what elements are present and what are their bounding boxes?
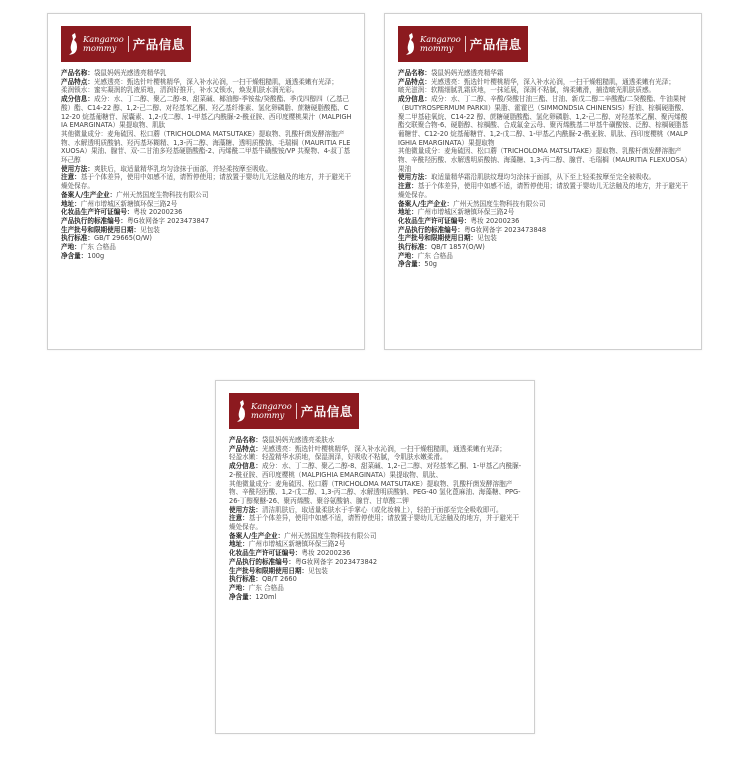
info-value: 啵光滋润：软糯细腻乳霜质地，一抹延展，深润不粘腻，绵柔嫩滑，捕造啵光肌肤质感。 [398,86,656,95]
info-row [229,436,522,445]
info-row [61,173,352,190]
info-label: 产品名称： [229,436,262,444]
info-value: GB/T 29665(O/W) [93,234,152,243]
info-value: 广州天然国度生物科技有限公司 [453,199,546,208]
info-label: 备案人/生产企业： [398,199,454,208]
info-value: 广东 合格品 [80,243,116,252]
info-label: 产品特点： [229,444,262,453]
info-row [61,200,352,209]
info-label: 成分信息： [398,95,431,104]
info-row [229,558,522,567]
info-label: 产品执行的标准编号： [229,557,295,566]
info-label: 执行标准： [61,234,94,243]
info-label: 注意： [229,514,249,523]
info-row [398,208,689,217]
info-label: 净含量： [398,260,425,269]
product-info-header [229,393,359,429]
info-value: 其他微量成分：麦角硫因、松口蘑（TRICHOLOMA MATSUTAKE）提取物、乳酸杆菌发酵溶胞产物、水解透明质酸钠、羟丙基环糊精、1,3-丙二醇、海藻糖、透明质酸钠、毛瑞榈（MAURITIA FLEXUOSA）果油、腺苷、双-二甘油多羟基硬脂酸酯-2、丙烯酰二甲基牛磺酸铵/VP 共聚物、4-叔丁基环己醇 [61,129,351,165]
info-label: 生产批号和限期使用日期： [229,566,309,575]
info-label: 产地： [229,583,249,592]
product-info-body [229,436,522,601]
info-row [61,243,352,252]
info-row [229,514,522,531]
info-value: 120ml [255,592,277,601]
info-row [229,575,522,584]
info-value: 柔润锁水：蜜实凝润的乳液质地，清润好推开，补水又锁水，焕发肌肤水润光彩。 [61,86,299,95]
info-row [398,234,689,243]
info-value: 见包装 [477,234,497,243]
info-value: 粤G妆网备字 2023473847 [126,216,210,225]
brand-logo-text: Kangaroo mommy [420,34,461,53]
info-value: 粤妆 20200236 [470,216,520,225]
info-row [61,191,352,200]
info-row [398,69,689,78]
info-label: 净含量： [229,592,256,601]
info-row [398,200,689,209]
info-label: 产品特点： [398,77,431,86]
info-value: 50g [424,260,437,269]
header-divider [465,36,466,52]
info-label: 产品名称： [398,69,431,77]
product-info-body [398,69,689,269]
info-value: 清洁肌肤后，取适量柔肤水于手掌心（或化妆棉上），轻拍于面部至完全吸收即可。 [261,505,503,514]
info-row [229,480,522,506]
info-value: 广东 合格品 [417,251,453,260]
info-value: 见包装 [140,225,160,234]
info-value: 轻盈水嫩：轻盈精华水质地，保湿润泽，好吸收不粘腻，令肌肤水嫩柔滑。 [229,453,447,462]
info-value: 粤G妆网备字 2023473848 [463,225,547,234]
info-value: 光感透亮：甄选针叶樱桃精华，深入补水沁润，一扫干燥粗糙肌，通透柔嫩有光泽； [430,77,675,86]
info-label: 地址： [229,540,249,549]
info-row [229,540,522,549]
info-label: 产地： [398,251,418,260]
info-row [61,217,352,226]
info-label: 产品名称： [61,69,94,77]
info-label: 成分信息： [61,95,94,104]
section-title: 产品信息 [469,37,522,52]
info-value: 爽肤后，取适量精华乳均匀涂抹于面部，并轻柔按摩至吸收。 [93,164,272,173]
info-row [398,147,689,173]
brand-logo-text: Kangaroo mommy [83,34,124,53]
info-value: 广州市增城区新塘镇环保三路2号 [417,208,515,217]
info-row [61,130,352,165]
info-row [229,567,522,576]
header-divider [128,36,129,52]
info-row [229,593,522,602]
info-value: 粤G妆网备字 2023473842 [294,557,378,566]
info-value: 取适量精华霜沿肌肤纹理均匀涂抹于面部，从下至上轻柔按摩至完全被吸收。 [430,173,656,182]
info-label: 使用方法： [398,173,431,182]
info-value: 基于个体差异，使用中如感不适，请暂停使用；请放置于婴幼儿无法触及的地方，并于避光干燥处保存。 [61,173,352,191]
info-label: 净含量： [61,251,88,260]
info-value: 其他微量成分：麦角硫因、松口蘑（TRICHOLOMA MATSUTAKE）提取物、乳酸杆菌发酵溶胞产物、辛酰羟肟酸、1,2-戊二醇、1,3-丙二醇、水解透明质酸钠、PEG-40 氢化蓖麻油、海藻糖、PPG-26-丁醇聚醚-26、聚丙烯酸、聚谷氨酸钠、腺苷、甘草酸二钾 [229,479,521,505]
info-row [61,86,352,95]
info-row [61,95,352,130]
info-label: 执行标准： [229,575,262,584]
info-value: 广州天然国度生物科技有限公司 [116,190,209,199]
info-value: 广州市增城区新塘镇环保三路2号 [80,199,178,208]
info-value: 袋鼠妈妈光感透亮柔肤水 [261,436,335,444]
info-label: 使用方法： [61,164,94,173]
kangaroo-icon [233,397,249,425]
product-info-header [398,26,528,62]
info-label: 地址： [398,208,418,217]
info-label: 生产批号和限期使用日期： [61,225,141,234]
info-value: 成分：水、丁二醇、聚乙二醇-8、甜菜碱、1,2-己二醇、对羟基苯乙酮、1-甲基乙内酰脲-2-酰亚胺、西印度樱桃（MALPIGHIA EMARGINATA）果提取物、肌肽、 [229,462,522,479]
info-label: 化妆品生产许可证编号： [398,216,471,225]
info-value: 粤妆 20200236 [301,549,351,558]
info-value: 成分：水、丁二醇、辛酸/癸酸甘油三酯、甘油、新戊二醇二辛酸酯/二癸酸酯、牛油果树（BUTYROSPERMUM PARKII）果脂、霍霍巴（SIMMONDSIA CHINENSIS）籽油、棕榈硬脂酸、聚二甲基硅氧烷、C14-22 醇、蔗糖硬脂酸酯、氢化卵磷脂、1,2-己二醇、对羟基苯乙酮、聚丙烯酸酯交联聚合物-6、硬脂醇、棕榈酸、合成氟金云母、聚丙烯酰基二甲基牛磺酸铵、泛醇、棕榈硬脂基葡糖苷、C12-20 烷基葡糖苷、1,2-戊二醇、1-甲基乙内酰脲-2-酰亚胺、肌肽、西印度樱桃（MALPIGHIA EMARGINATA）果提取物 [398,95,689,147]
section-title: 产品信息 [132,37,185,52]
info-row [398,86,689,95]
info-row [398,243,689,252]
info-row [398,95,689,147]
info-row [229,584,522,593]
info-value: 光感透亮：甄选针叶樱桃精华，深入补水沁润，一扫干燥粗糙肌，通透柔嫩有光泽； [261,444,506,453]
info-row [61,208,352,217]
info-value: 成分：水、丁二醇、聚乙二醇-8、甜菜碱、椰油醇-季铵盐/癸酸酯、季戊四醇四（乙基己酸）酯、C14-22 醇、1,2-己二醇、对羟基苯乙酮、羟乙基纤维素、氢化卵磷脂、蔗糖硬脂酸酯、C12-20 烷基葡糖苷、尿囊素、1,2-戊二醇、1-甲基乙内酰脲-2-酰亚胺、西印度樱桃果汁（MALPIGHIA EMARGINATA）果提取物、肌肽 [61,95,352,130]
header-divider [296,403,297,419]
info-value: 袋鼠妈妈光感透亮精华乳 [93,69,167,77]
info-label: 备案人/生产企业： [61,190,117,199]
info-row [398,182,689,199]
info-label: 产地： [61,243,81,252]
info-label: 生产批号和限期使用日期： [398,234,478,243]
info-label: 注意： [61,173,81,182]
kangaroo-icon [402,30,418,58]
info-value: 其他微量成分：麦角硫因、松口蘑（TRICHOLOMA MATSUTAKE）提取物、乳酸杆菌发酵溶胞产物、辛酰羟肟酸、水解透明质酸钠、海藻糖、1,3-丙二醇、腺苷、毛瑞榈（MAURITIA FLEXUOSA）果油 [398,147,688,173]
info-row [398,260,689,269]
info-label: 产品执行的标准编号： [61,216,127,225]
info-label: 备案人/生产企业： [229,531,285,540]
section-title: 产品信息 [300,404,353,419]
product-info-header [61,26,191,62]
info-label: 使用方法： [229,505,262,514]
info-row [229,453,522,462]
info-row [61,252,352,261]
info-value: 广州天然国度生物科技有限公司 [284,531,377,540]
info-value: 光感透亮：甄选针叶樱桃精华，深入补水沁润，一扫干燥粗糙肌，通透柔嫩有光泽； [93,77,338,86]
product-info-card-2 [384,13,702,350]
info-value: 袋鼠妈妈光感透亮精华霜 [430,69,504,77]
brand-logo-text: Kangaroo mommy [251,401,292,420]
info-label: 注意： [398,182,418,191]
info-value: 100g [87,251,105,260]
info-label: 产品执行的标准编号： [398,225,464,234]
info-row [229,462,522,479]
info-label: 执行标准： [398,243,431,252]
info-label: 产品特点： [61,77,94,86]
info-label: 地址： [61,199,81,208]
info-row [61,69,352,78]
info-row [61,234,352,243]
info-value: QB/T 2660 [261,575,297,584]
info-value: QB/T 1857(O/W) [430,243,485,252]
info-row [398,217,689,226]
info-label: 化妆品生产许可证编号： [229,549,302,558]
info-row [398,173,689,182]
info-row [229,549,522,558]
info-value: 粤妆 20200236 [133,208,183,217]
info-label: 成分信息： [229,462,262,471]
product-info-card-3 [215,380,535,734]
product-info-body [61,69,352,260]
kangaroo-icon [65,30,81,58]
info-label: 化妆品生产许可证编号： [61,208,134,217]
info-value: 基于个体差异，使用中如感不适，请暂停使用；请放置于婴幼儿无法触及的地方，并于避光干燥处保存。 [398,182,689,199]
product-info-card-1 [47,13,365,350]
info-value: 见包装 [308,566,328,575]
info-value: 广东 合格品 [248,583,284,592]
info-value: 广州市增城区新塘镇环保三路2号 [248,540,346,549]
info-row [398,252,689,261]
info-value: 基于个体差异，使用中如感不适，请暂停使用；请放置于婴幼儿无法触及的地方，并于避光干燥处保存。 [229,514,520,532]
